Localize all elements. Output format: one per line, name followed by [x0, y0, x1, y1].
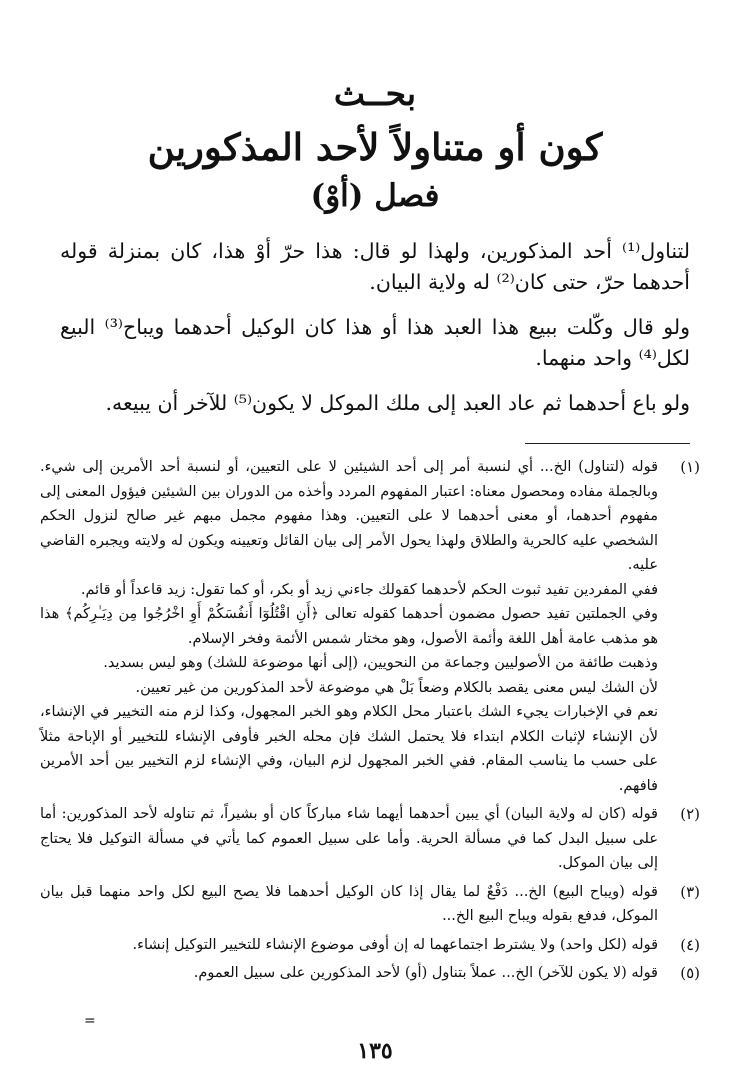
footnote-paragraph: وفي الجملتين تفيد حصول مضمون أحدهما كقوله تعالى ﴿أَنِ اقْتُلُوٓا أَنفُسَكُمْ أَوِ اخْرُجُوا مِن دِيَـٰرِكُم﴾ هذا هو مذهب عامة أهل اللغة وأئمة الأصول، وهو مختار شمس الأئمة وفخر الإسلام. [40, 606, 658, 647]
footnote-number: (٤) [680, 935, 700, 954]
footnote-body [40, 933, 658, 958]
footnote-number: (١) [680, 458, 700, 476]
main-paragraph-1: لتناول⁽¹⁾ أحد المذكورين، ولهذا لو قال: هذا حرّ أوْ هذا، كان بمنزلة قوله أحدهما حرّ، حتى كان⁽²⁾ له ولاية البيان. [60, 239, 690, 294]
footnote-body [40, 961, 658, 986]
footnote-4 [40, 933, 700, 958]
main-text [60, 236, 690, 419]
footnote-paragraph: نعم في الإخبارات يجيء الشك باعتبار محل الكلام وهو الخبر المجهول، وكذا لزم منه التخيير في الإنشاء، لأن الإنشاء لإثبات الكلام ابتداء فلا يحتمل الشك فإن محله الخبر فأوفى الإنشاء للتخيير أو الإباحة مثلاً على حسب ما يناسب المقام. ففي الخبر المجهول لزم البيان، وفي الإنشاء لزم التخيير بين أحد الأمرين فافهم. [40, 704, 658, 794]
footnote-2 [40, 802, 700, 876]
continuation-mark: = [84, 1013, 96, 1029]
footnote-3 [40, 880, 700, 929]
heading-section: بحــث [333, 74, 417, 113]
footnote-1 [40, 455, 700, 798]
footnote-paragraph: قوله (لتناول) الخ... أي لنسبة أمر إلى أحد الشيئين لا على التعيين، أو لنسبة أحد الأمرين إلى شيء. وبالجملة مفاده ومحصول معناه: اعتبار المفهوم المردد وأخذه من الدوران بين الشيئين فيؤول المعنى إلى مفهوم أحدهما، أو معنى أحدهما لا على التعيين. وهذا مفهوم مجمل مبهم غير صالح لنزول الحكم الشخصي عليه كالحرية والطلاق ولهذا يحول الأمر إلى بيان القائل وتعيينه ويكون له ولايته ويجبره القاضي عليه. [40, 459, 658, 573]
footnote-number: (٢) [680, 805, 700, 823]
footnote-paragraph: لأن الشك ليس معنى يقصد بالكلام وضعاً بَلْ هي موضوعة لأحد المذكورين من غير تعيين. [135, 679, 658, 696]
footnote-5 [40, 961, 700, 986]
footnote-paragraph: قوله (كان له ولاية البيان) أي يبين أحدهما أيهما شاء مباركاً كان أو بشيراً، ثم تناوله لأحد المذكورين: أما على سبيل البدل كما في مسألة الحرية. وأما على سبيل العموم كما يأتي في مسألة التوكيل فلا يحتاج إلى بيان الموكل. [40, 806, 658, 871]
footnote-separator [525, 443, 690, 444]
main-paragraph-3: ولو باع أحدهما ثم عاد العبد إلى ملك الموكل لا يكون⁽⁵⁾ للآخر أن يبيعه. [105, 391, 690, 415]
footnote-body [40, 802, 658, 876]
footnote-paragraph: قوله (لكل واحد) ولا يشترط اجتماعهما له إن أوفى موضوع الإنشاء للتخيير التوكيل إنشاء. [132, 936, 658, 953]
footnote-paragraph: قوله (لا يكون للآخر) الخ... عملاً بتناول (أو) لأحد المذكورين على سبيل العموم. [193, 965, 658, 981]
footnote-body [40, 880, 658, 929]
heading-topic: كون أو متناولاً لأحد المذكورين [147, 125, 603, 169]
footnote-paragraph: قوله (ويباح البيع) الخ... دَفْعٌ لما يقال إذا كان الوكيل أحدهما فلا يصح البيع لكل واحد منهما قبل بيان الموكل، فدفع بقوله ويباح البيع الخ... [40, 883, 658, 924]
heading-chapter: فصل (أوْ) [310, 178, 440, 214]
footnote-paragraph: ففي المفردين تفيد ثبوت الحكم لأحدهما كقولك جاءني زيد أو بكر، أو كما تقول: زيد قاعداً أو قائم. [80, 581, 658, 598]
footnote-number: (٥) [680, 964, 700, 982]
footnote-number: (٣) [680, 882, 700, 901]
page-number: ١٣٥ [357, 1038, 393, 1064]
main-paragraph-2: ولو قال وكّلت ببيع هذا العبد هذا أو هذا كان الوكيل أحدهما ويباح⁽³⁾ البيع لكل⁽⁴⁾ واحد منهما. [60, 315, 690, 370]
footnote-body [40, 455, 658, 798]
footnote-paragraph: وذهبت طائفة من الأصوليين وجماعة من النحويين، (إلى أنها موضوعة للشك) وهو ليس بسديد. [103, 655, 658, 671]
footnotes [40, 455, 700, 986]
